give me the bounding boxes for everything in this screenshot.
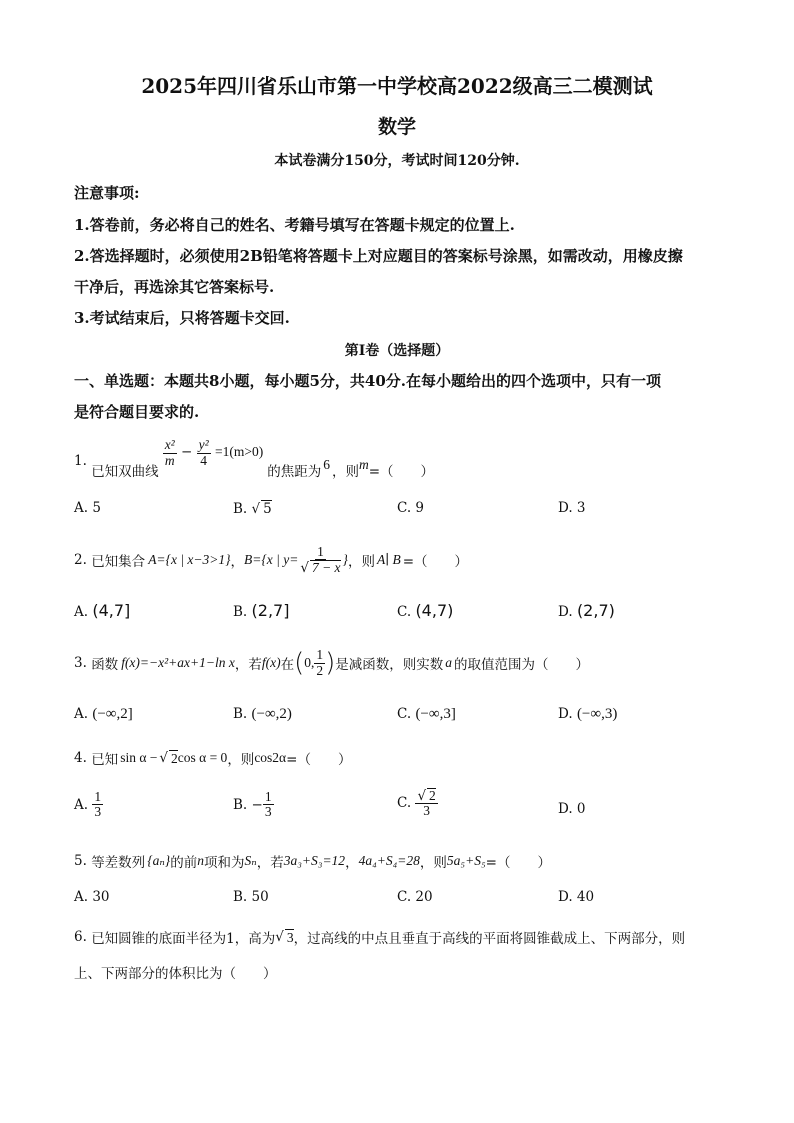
fraction: $\frac{\text{y²}}{4}$ <box>198 437 209 468</box>
hyperbola-equation: $\frac{\text{x²}}{m}$ − $\frac{\text{y²}}{4}$ =1(m>0) <box>164 437 264 468</box>
volume-title: 第I卷（选择题） <box>344 343 450 359</box>
question-text: 已知双曲线 <box>91 464 159 480</box>
question-2: 2. 已知集合 A={x | x−3>1} ， B={x | y= $\frac{1}{√ 7 - x}$ } ，则 A∣ B =（ ） <box>74 543 469 576</box>
fraction: $\frac{\text{x²}}{m}$ <box>164 437 175 468</box>
option-d[interactable]: D. (−∞,3) <box>558 706 618 722</box>
option-a[interactable]: A. $\frac{1}{3}$ <box>74 789 102 820</box>
option-a[interactable]: A. (−∞,2] <box>74 706 133 722</box>
section-heading-cont: 是符合题目要求的. <box>74 403 200 421</box>
option-d[interactable]: D. 0 <box>558 801 586 817</box>
option-d[interactable]: D. 3 <box>558 500 586 516</box>
section-heading: 一、单选题：本题共8小题，每小题5分，共40分.在每小题给出的四个选项中，只有一项 <box>74 372 661 390</box>
option-a[interactable]: A. 5 <box>74 500 101 516</box>
note-item: 3.考试结束后，只将答题卡交回. <box>74 309 290 327</box>
option-b[interactable]: B. (2,7] <box>233 601 290 620</box>
question-6: 6. 已知圆锥的底面半径为1，高为 √ 3 ，过高线的中点且垂直于高线的平面将圆锥截成上、下两部分，则 <box>74 929 686 947</box>
option-d[interactable]: D. 40 <box>558 889 595 905</box>
option-c[interactable]: C. 20 <box>397 889 433 905</box>
note-item: 干净后，再选涂其它答案标号. <box>74 278 275 296</box>
question-4: 4. 已知 sin α − √ 2 cos α = 0 ，则 cos2α =（ ） <box>74 750 352 768</box>
set-b: B={x | y= <box>244 552 299 567</box>
notes-heading: 注意事项: <box>74 184 140 202</box>
fraction: $\frac{1}{2}$ <box>316 647 324 678</box>
option-d[interactable]: D. (2,7) <box>558 601 615 620</box>
subject-title: 数学 <box>377 116 416 138</box>
option-c[interactable]: C. (−∞,3] <box>397 706 456 722</box>
question-5: 5. 等差数列 {aₙ} 的前 n 项和为 Sₙ ，若 3a₃+S₃=12 ， 4a₄+S₄=28 ，则 5a₅+S₅ =（ ） <box>74 853 551 871</box>
note-item: 1.答卷前，务必将自己的姓名、考籍号填写在答题卡规定的位置上. <box>74 216 515 234</box>
option-c[interactable]: C. (4,7) <box>397 601 454 620</box>
option-b[interactable]: B. √ 5 <box>233 501 272 517</box>
option-a[interactable]: A. 30 <box>74 889 110 905</box>
set-a: A={x | x−3>1} <box>148 552 231 567</box>
option-a[interactable]: A. (4,7] <box>74 601 131 620</box>
function-expression: f(x)=−x²+ax+1−ln x <box>121 655 235 670</box>
fraction: $\frac{1}{√ 7 - x}$ <box>300 543 341 576</box>
question-6-cont: 上、下两部分的体积比为（ ） <box>74 966 277 982</box>
option-c[interactable]: C. 9 <box>397 500 425 516</box>
question-number: 1. <box>74 453 87 469</box>
exam-meta: 本试卷满分150分，考试时间120分钟. <box>274 153 520 169</box>
option-c[interactable]: C. $\frac{√ 2}{3}$ <box>397 788 436 819</box>
question-3: 3. 函数 f(x)=−x²+ax+1−ln x ，若 f(x) 在 ( 0, $\frac{1}{2}$ ) 是减函数，则实数 a 的取值范围为（ ） <box>74 647 590 678</box>
note-item: 2.答选择题时，必须使用2B铅笔将答题卡上对应题目的答案标号涂黑，如需改动，用橡皮擦 <box>74 247 683 265</box>
question-1: 1. 已知双曲线 $\frac{\text{x²}}{m}$ − $\frac{\text{y²}}{4}$ =1(m>0) 的焦距为 6 ，则 m =（ ） <box>74 437 435 480</box>
exam-title: 2025年四川省乐山市第一中学校高2022级高三二模测试 <box>141 74 653 98</box>
question-text: 的焦距为 <box>267 464 322 480</box>
option-b[interactable]: B. 50 <box>233 889 269 905</box>
option-b[interactable]: B. − $\frac{1}{3}$ <box>233 789 272 820</box>
option-b[interactable]: B. (−∞,2) <box>233 706 292 722</box>
